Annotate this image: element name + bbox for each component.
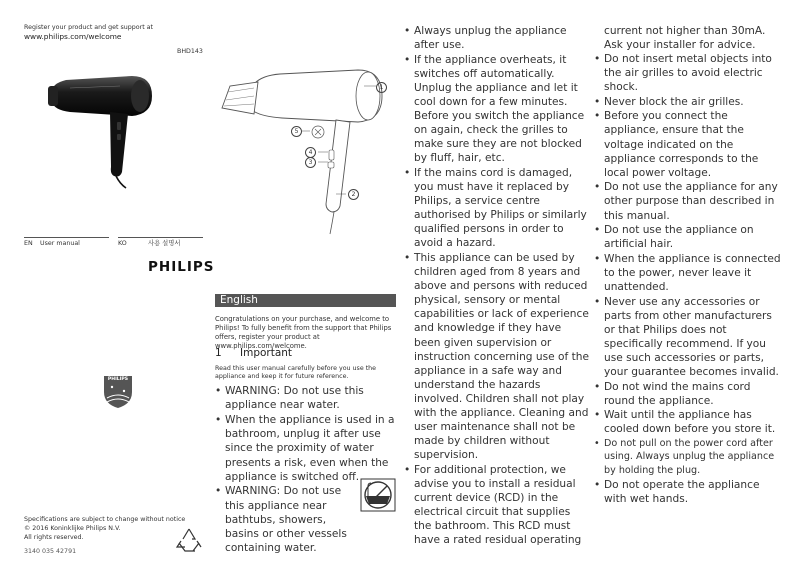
list-item: • If the mains cord is damaged, you must have it replaced by Philips, a service centre authorised by Philips or similarly qualified persons in order to avoid a hazard.: [404, 166, 589, 251]
section-title: Important: [240, 347, 293, 359]
copyright: © 2016 Koninklijke Philips N.V.: [24, 525, 121, 532]
recycle-icon: [175, 527, 203, 553]
list-item: • Do not wind the mains cord round the appliance.: [594, 380, 782, 408]
shield-logo-text: PHILIPS: [107, 377, 129, 382]
list-item: • Do not insert metal objects into the air grilles to avoid electric shock.: [594, 52, 782, 94]
list-item: • When the appliance is used in a bathroom, unplug it after use since the proximity of water presents a risk, even when the appliance is switched off.: [215, 413, 395, 484]
brand-logo: PHILIPS: [148, 259, 215, 275]
lang-divider-ko: [118, 237, 203, 238]
list-item: • This appliance can be used by children aged from 8 years and above and persons with reduced physical, sensory or mental capabilities or lack of experience and knowledge if they have been given supervision or instruction concerning use of the appliance in a safe way and understand the hazards involved. Children shall not play with the appliance. Cleaning and user maintenance shall not be made by children without supervision.: [404, 251, 589, 462]
list-item: • If the appliance overheats, it switches off automatically. Unplug the appliance and let it cool down for a few minutes. Before you switch the appliance on again, check the grilles to make sure they are not blocked by fluff, hair, etc.: [404, 53, 589, 166]
callout-3: 3: [305, 157, 316, 168]
list-item: • Do not use the appliance for any other purpose than described in this manual.: [594, 180, 782, 222]
register-text: Register your product and get support at: [24, 24, 154, 31]
lang-divider-en: [24, 237, 109, 238]
lang-ko-code: KO: [118, 240, 127, 247]
col2-bullet-list: [404, 24, 589, 548]
doc-number: 3140 035 42791: [24, 548, 77, 555]
list-item: • When the appliance is connected to the power, never leave it unattended.: [594, 252, 782, 294]
col1-bullet-list: [215, 384, 395, 556]
callout-4: 4: [305, 147, 316, 158]
callout-5: 5: [291, 126, 302, 137]
hairdryer-diagram: [218, 56, 394, 236]
list-item: • Do not operate the appliance with wet hands.: [594, 478, 782, 506]
no-bathtub-icon: [360, 478, 396, 512]
section-intro: Read this user manual carefully before you use the appliance and keep it for future reference.: [215, 365, 377, 381]
lang-en-label: User manual: [40, 240, 80, 247]
list-item: • Never use any accessories or parts from other manufacturers or that Philips does not specifically recommend. If you use such accessories or parts, your guarantee becomes invalid.: [594, 295, 782, 380]
register-url[interactable]: www.philips.com/welcome: [24, 32, 122, 41]
lang-en-code: EN: [24, 240, 33, 247]
callout-2: 2: [348, 189, 359, 200]
rights: All rights reserved.: [24, 534, 84, 541]
list-item: • Always unplug the appliance after use.: [404, 24, 589, 52]
list-item: • Before you connect the appliance, ensure that the voltage indicated on the appliance corresponds to the local power voltage.: [594, 109, 782, 179]
hairdryer-photo: [40, 62, 170, 192]
model-number: BHD143: [177, 48, 203, 55]
section-number: 1: [215, 347, 222, 359]
col3-continuation: current not higher than 30mA. Ask your installer for advice.: [604, 25, 766, 52]
list-item: • Never block the air grilles.: [594, 95, 782, 109]
lang-ko-label: 사용 설명서: [148, 240, 181, 247]
callout-1: 1: [376, 82, 387, 93]
list-item: • WARNING: Do not use this appliance near water.: [215, 384, 395, 412]
col3-bullet-list: [594, 52, 782, 506]
list-item: • WARNING: Do not use this appliance near bathtubs, showers, basins or other vessels containing water.: [215, 484, 355, 555]
spec-note: Specifications are subject to change without notice: [24, 516, 186, 523]
language-header: English: [220, 294, 258, 306]
intro-text: Congratulations on your purchase, and welcome to Philips! To fully benefit from the support that Philips offers, register your product at www.philips.com/welcome.: [215, 315, 392, 350]
list-item: • Do not pull on the power cord after using. Always unplug the appliance by holding the plug.: [594, 437, 782, 477]
list-item: • Wait until the appliance has cooled down before you store it.: [594, 408, 782, 436]
list-item: • Do not use the appliance on artificial hair.: [594, 223, 782, 251]
language-header-bar: [215, 294, 396, 307]
list-item: • For additional protection, we advise you to install a residual current device (RCD) in the electrical circuit that supplies the bathroom. This RCD must have a rated residual operating: [404, 463, 589, 548]
